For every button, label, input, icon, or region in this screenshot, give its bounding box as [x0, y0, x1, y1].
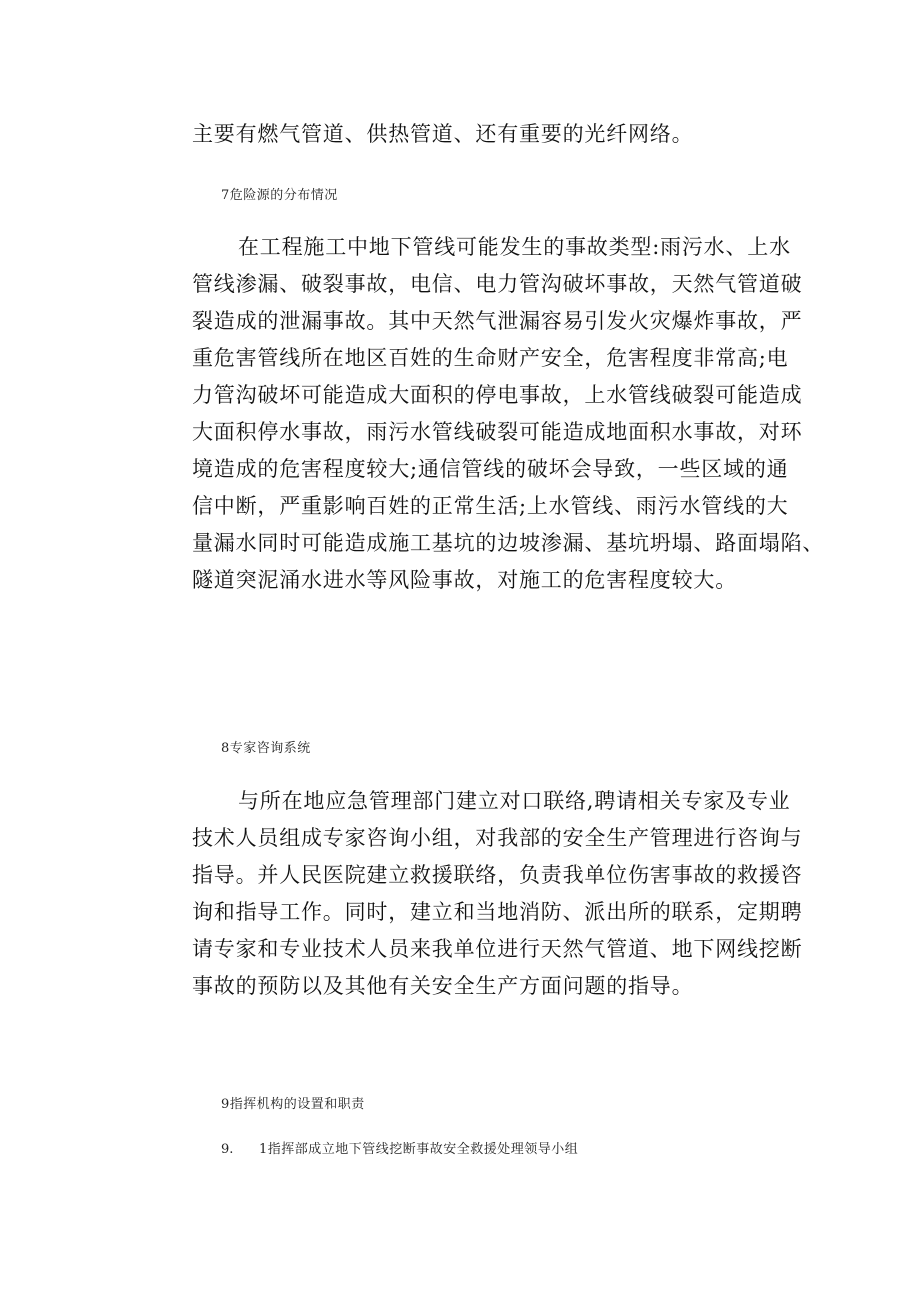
- paragraph-line: 隧道突泥涌水进水等风险事故，对施工的危害程度较大。: [192, 568, 737, 592]
- paragraph-line: 询和指导工作。同时，建立和当地消防、派出所的联系，定期聘: [192, 900, 803, 924]
- paragraph-line: 境造成的危害程度较大;通信管线的破坏会导致，一些区域的通: [192, 457, 789, 481]
- paragraph-line: 事故的预防以及其他有关安全生产方面问题的指导。: [192, 974, 694, 998]
- paragraph-line: 管线渗漏、破裂事故，电信、电力管沟破坏事故，天然气管道破: [192, 272, 803, 296]
- paragraph-line: 在工程施工中地下管线可能发生的事故类型:雨污水、上水: [238, 235, 791, 259]
- subsection-number: 9.: [221, 1142, 234, 1157]
- paragraph-line: 信中断，严重影响百姓的正常生活;上水管线、雨污水管线的大: [192, 494, 789, 518]
- section-7-heading: 7危险源的分布情况: [221, 188, 338, 203]
- paragraph-line: 重危害管线所在地区百姓的生命财产安全，危害程度非常高;电: [192, 346, 789, 370]
- paragraph-line: 裂造成的泄漏事故。其中天然气泄漏容易引发火灾爆炸事故，严: [192, 309, 803, 333]
- subsection-heading: 1指挥部成立地下管线挖断事故安全救援处理领导小组: [259, 1142, 579, 1157]
- paragraph-line: 力管沟破坏可能造成大面积的停电事故，上水管线破裂可能造成: [192, 383, 803, 407]
- paragraph-line: 请专家和专业技术人员来我单位进行天然气管道、地下网线挖断: [192, 937, 803, 961]
- section-9-heading: 9指挥机构的设置和职责: [221, 1097, 365, 1112]
- paragraph-line: 大面积停水事故，雨污水管线破裂可能造成地面积水事故，对环: [192, 420, 803, 444]
- paragraph-line: 与所在地应急管理部门建立对口联络,聘请相关专家及专业: [238, 789, 791, 813]
- paragraph-line: 指导。并人民医院建立救援联络，负责我单位伤害事故的救援咨: [192, 863, 803, 887]
- intro-line: 主要有燃气管道、供热管道、还有重要的光纤网络。: [192, 122, 694, 146]
- section-8-heading: 8专家咨询系统: [221, 741, 311, 756]
- paragraph-line: 量漏水同时可能造成施工基坑的边坡渗漏、基坑坍塌、路面塌陷、: [192, 531, 825, 555]
- paragraph-line: 技术人员组成专家咨询小组，对我部的安全生产管理进行咨询与: [192, 826, 803, 850]
